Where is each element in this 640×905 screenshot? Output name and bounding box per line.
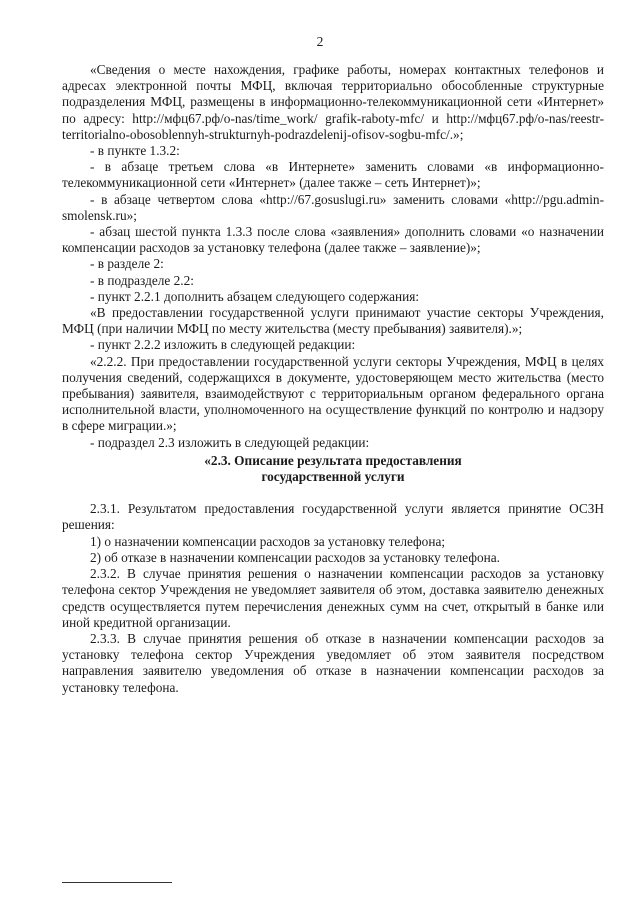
paragraph-item-1-3-2-para4: - в абзаце четвертом слова «http://67.gosuslugi.ru» заменить словами «http://pgu.admin-smolensk.ru»; <box>62 191 604 223</box>
document-body <box>62 62 604 696</box>
paragraph-subsection-2-2: - в подразделе 2.2: <box>90 272 194 288</box>
paragraph-2-3-1: 2.3.1. Результатом предоставления государственной услуги является принятие ОСЗН решения: <box>62 501 604 533</box>
section-heading-line2: государственной услуги <box>261 469 405 485</box>
paragraph-2-3-3: 2.3.3. В случае принятия решения об отказе в назначении компенсации расходов за установку телефона сектор Учреждения уведомляет об этом заявителя посредством направления заявителю уведомления об отказе в назначении компенсации расходов за установку телефона. <box>62 630 604 695</box>
paragraph-item-1-3-3: - абзац шестой пункта 1.3.3 после слова «заявления» дополнить словами «о назначении компенсации расходов за установку телефона (далее также – заявление)»; <box>62 224 604 256</box>
section-heading-line1: «2.3. Описание результата предоставления <box>204 452 462 468</box>
paragraph-item-2-2-2-text: «2.2.2. При предоставлении государственной услуги секторы Учреждения, МФЦ в целях получения сведений, содержащихся в документе, удостоверяющем место жительства (место пребывания) заявителя, взаимодействуют с территориальным органом федерального органа исполнительной власти, уполномоченного на осуществление функций по контролю и надзору в сфере миграции.»; <box>62 353 604 434</box>
paragraph-section-2: - в разделе 2: <box>90 256 164 272</box>
paragraph-mfc-info: «Сведения о месте нахождения, графике работы, номерах контактных телефонов и адресах электронной почты МФЦ, включая территориально обособленные структурные подразделения МФЦ, размещены в информационно-телекоммуникационной сети «Интернет» по адресу: http://мфц67.рф/o-nas/time_work/ grafik-raboty-mfc/ и http://мфц67.рф/o-nas/reestr-territorialno-obosoblennyh-strukturnyh-podrazdelenij-ofisov-sogbu-mfc/.»; <box>62 62 604 142</box>
paragraph-2-3-1-option1: 1) о назначении компенсации расходов за установку телефона; <box>90 533 446 549</box>
paragraph-item-1-3-2: - в пункте 1.3.2: <box>90 143 180 159</box>
section-heading <box>62 453 604 485</box>
paragraph-item-2-2-2: - пункт 2.2.2 изложить в следующей редакции: <box>90 337 356 353</box>
paragraph-item-1-3-2-para3: - в абзаце третьем слова «в Интернете» заменить словами «в информационно-телекоммуникационной сети «Интернет» (далее также – сеть Интернет)»; <box>62 159 604 191</box>
paragraph-subsection-2-3: - подраздел 2.3 изложить в следующей редакции: <box>90 434 370 450</box>
footer-rule <box>62 882 172 883</box>
paragraph-item-2-2-1-text: «В предоставлении государственной услуги принимают участие секторы Учреждения, МФЦ (при наличии МФЦ по месту жительства (месту пребывания) заявителя).»; <box>62 305 604 337</box>
page-number: 2 <box>316 34 324 49</box>
paragraph-2-3-2: 2.3.2. В случае принятия решения о назначении компенсации расходов за установку телефона сектор Учреждения не уведомляет заявителя об этом, доставка заявителю денежных средств осуществляется путем перечисления денежных сумм на счет, открытый в банке или иной кредитной организации. <box>62 566 604 630</box>
paragraph-item-2-2-1: - пункт 2.2.1 дополнить абзацем следующего содержания: <box>90 288 420 304</box>
paragraph-2-3-1-option2: 2) об отказе в назначении компенсации расходов за установку телефона. <box>90 549 500 565</box>
